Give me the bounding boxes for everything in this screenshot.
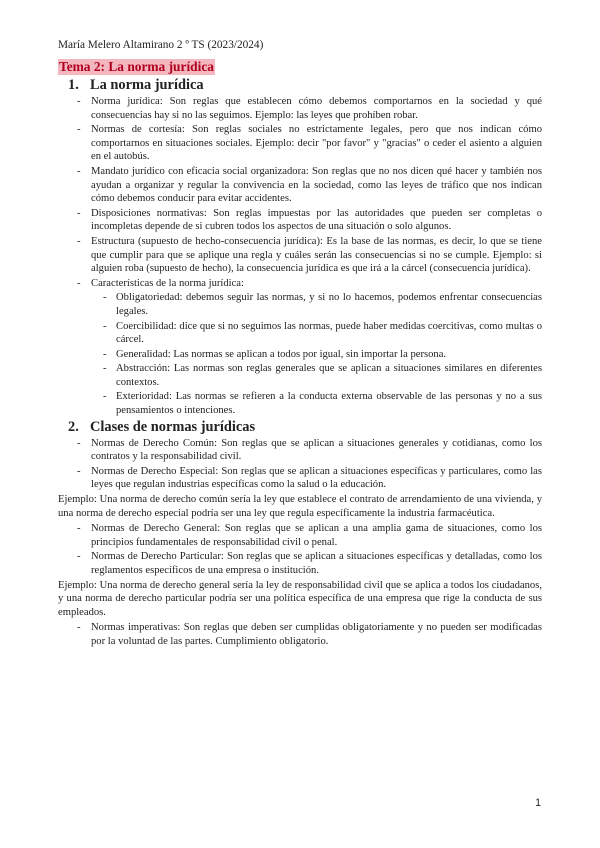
section-2-list-b: [58, 522, 542, 577]
section-title: La norma jurídica: [90, 77, 204, 93]
section-2-list-a: [58, 437, 542, 492]
document-header: María Melero Altamirano 2 º TS (2023/2024): [58, 39, 264, 51]
list-item: - Mandato jurídico con eficacia social organizadora: Son reglas que no nos dicen qué hacer y también nos ayudan a organizar y regular la convivencia en la sociedad, como las leyes de tráfico que nos indican cómo debemos conducir para evitar accidentes.: [58, 165, 542, 206]
section-1-list: [58, 95, 542, 418]
list-item: - Normas de Derecho Común: Son reglas que se aplican a situaciones generales y cotidianas, como los contratos y la responsabilidad civil.: [58, 437, 542, 464]
section-2-list-c: [58, 621, 542, 648]
list-item: - Estructura (supuesto de hecho-consecuencia jurídica): Es la base de las normas, es decir, lo que se tiene que cumplir para que se aplique una regla y cuáles serán las consecuencias si no se cumple. Ejemplo: si alguien roba (supuesto de hecho), la consecuencia jurídica es que irá a la cárcel (consecuencia jurídica).: [58, 235, 542, 276]
document-title: Tema 2: La norma jurídica: [59, 59, 214, 74]
document-title-wrap: [58, 58, 542, 76]
list-item: - Disposiciones normativas: Son reglas impuestas por las autoridades que pueden ser completas o incompletas depende de si cubren todos los aspectos de una situación o solo algunos.: [58, 207, 542, 234]
list-item: - Normas de cortesía: Son reglas sociales no estrictamente legales, pero que nos indican cómo comportarnos en situaciones sociales. Ejemplo: decir "por favor" y "gracias" o ceder el asiento a alguien en el autobús.: [58, 123, 542, 164]
sub-list-item: - Generalidad: Las normas se aplican a todos por igual, sin importar la persona.: [58, 348, 542, 362]
section-heading-1: [58, 77, 542, 94]
sub-list-item: - Coercibilidad: dice que si no seguimos las normas, puede haber medidas coercitivas, como multas o cárcel.: [58, 320, 542, 347]
document-page: [58, 38, 542, 650]
list-item: - Normas de Derecho Particular: Son reglas que se aplican a situaciones específicas y detalladas, como los reglamentos específicos de una empresa o institución.: [58, 550, 542, 577]
list-item: - Normas de Derecho Especial: Son reglas que se aplican a situaciones específicas y particulares, como las leyes que regulan industrias específicas como la salud o la educación.: [58, 465, 542, 492]
section-number: 2.: [68, 418, 79, 435]
list-item-label: Características de la norma jurídica:: [91, 277, 244, 289]
list-item: - Norma jurídica: Son reglas que establecen cómo debemos comportarnos en la sociedad y qué consecuencias hay si no las seguimos. Ejemplo: las leyes que prohíben robar.: [58, 95, 542, 122]
sub-list-item: - Abstracción: Las normas son reglas generales que se aplican a situaciones similares en diferentes contextos.: [58, 362, 542, 389]
section-title: Clases de normas jurídicas: [90, 418, 256, 435]
section-heading-2: [58, 419, 542, 436]
characteristics-list: [91, 291, 542, 417]
list-item: - Normas imperativas: Son reglas que deben ser cumplidas obligatoriamente y no pueden ser modificadas por la voluntad de las partes. Cumplimiento obligatorio.: [58, 621, 542, 648]
sub-list-item: - Exterioridad: Las normas se refieren a la conducta externa observable de las personas y no a sus pensamientos o intenciones.: [58, 390, 542, 417]
section-number: 1.: [68, 77, 79, 93]
example-paragraph: Ejemplo: Una norma de derecho común sería la ley que establece el contrato de arrendamiento de una vivienda, y una norma de derecho especial podría ser una ley que regula específicamente la industria farmacéutica.: [58, 494, 542, 519]
list-item: [58, 277, 542, 418]
example-paragraph: Ejemplo: Una norma de derecho general sería la ley de responsabilidad civil que se aplica a todos los ciudadanos, y una norma de derecho particular podría ser una política específica de una empresa que rige la conducta de sus empleados.: [58, 579, 542, 618]
page-number: 1: [535, 797, 541, 809]
list-item: - Normas de Derecho General: Son reglas que se aplican a una amplia gama de situaciones, como los principios fundamentales de responsabilidad civil o penal.: [58, 522, 542, 549]
sub-list-item: - Obligatoriedad: debemos seguir las normas, y si no lo hacemos, podemos enfrentar consecuencias legales.: [58, 291, 542, 318]
